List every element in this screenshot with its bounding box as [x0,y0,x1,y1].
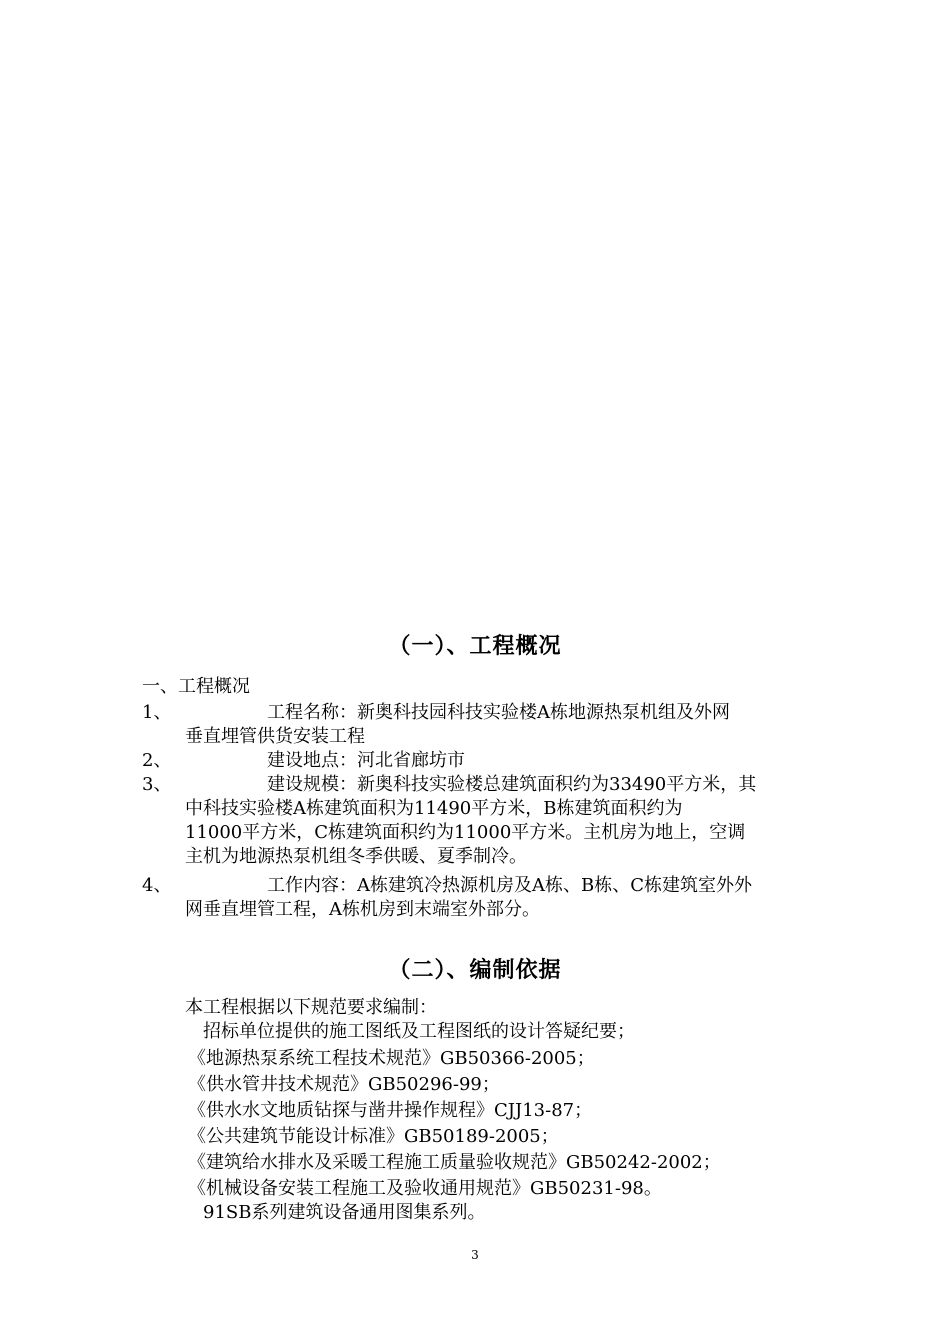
item-text: 中科技实验楼A栋建筑面积为11490平方米，B栋建筑面积约为 [185,798,683,819]
section2-heading: （二）、编制依据 [388,958,562,983]
item-number: 1、 [142,702,172,723]
reference-item: 《机械设备安装工程施工及验收通用规范》GB50231-98。 [188,1178,662,1199]
reference-item: 《公共建筑节能设计标准》GB50189-2005； [188,1126,559,1147]
item-text: 主机为地源热泵机组冬季供暖、夏季制冷。 [185,846,527,867]
reference-item: 91SB系列建筑设备通用图集系列。 [203,1202,486,1223]
reference-item: 《供水水文地质钻探与凿井操作规程》CJJ13-87； [188,1100,593,1121]
item-text: 网垂直埋管工程，A栋机房到末端室外部分。 [185,899,540,920]
reference-item: 《供水管井技术规范》GB50296-99； [188,1074,500,1095]
item-text: 建设规模：新奥科技实验楼总建筑面积约为33490平方米，其 [267,774,757,795]
reference-item: 《建筑给水排水及采暖工程施工质量验收规范》GB50242-2002； [188,1152,721,1173]
item-text: 垂直埋管供货安装工程 [185,726,365,747]
section2-intro: 本工程根据以下规范要求编制： [185,997,437,1018]
item-text: 工程名称：新奥科技园科技实验楼A栋地源热泵机组及外网 [267,702,730,723]
item-number: 2、 [142,750,172,771]
item-text: 11000平方米，C栋建筑面积约为11000平方米。主机房为地上，空调 [185,822,746,843]
item-number: 4、 [142,875,172,896]
reference-item: 《地源热泵系统工程技术规范》GB50366-2005； [188,1048,595,1069]
item-number: 3、 [142,774,172,795]
item-text: 工作内容：A栋建筑冷热源机房及A栋、B栋、C栋建筑室外外 [267,875,752,896]
page-number: 3 [471,1248,479,1262]
item-text: 建设地点：河北省廊坊市 [267,750,465,771]
reference-item: 招标单位提供的施工图纸及工程图纸的设计答疑纪要； [203,1021,635,1042]
section1-subheading: 一、工程概况 [142,676,250,697]
section1-heading: （一）、工程概况 [388,634,562,659]
